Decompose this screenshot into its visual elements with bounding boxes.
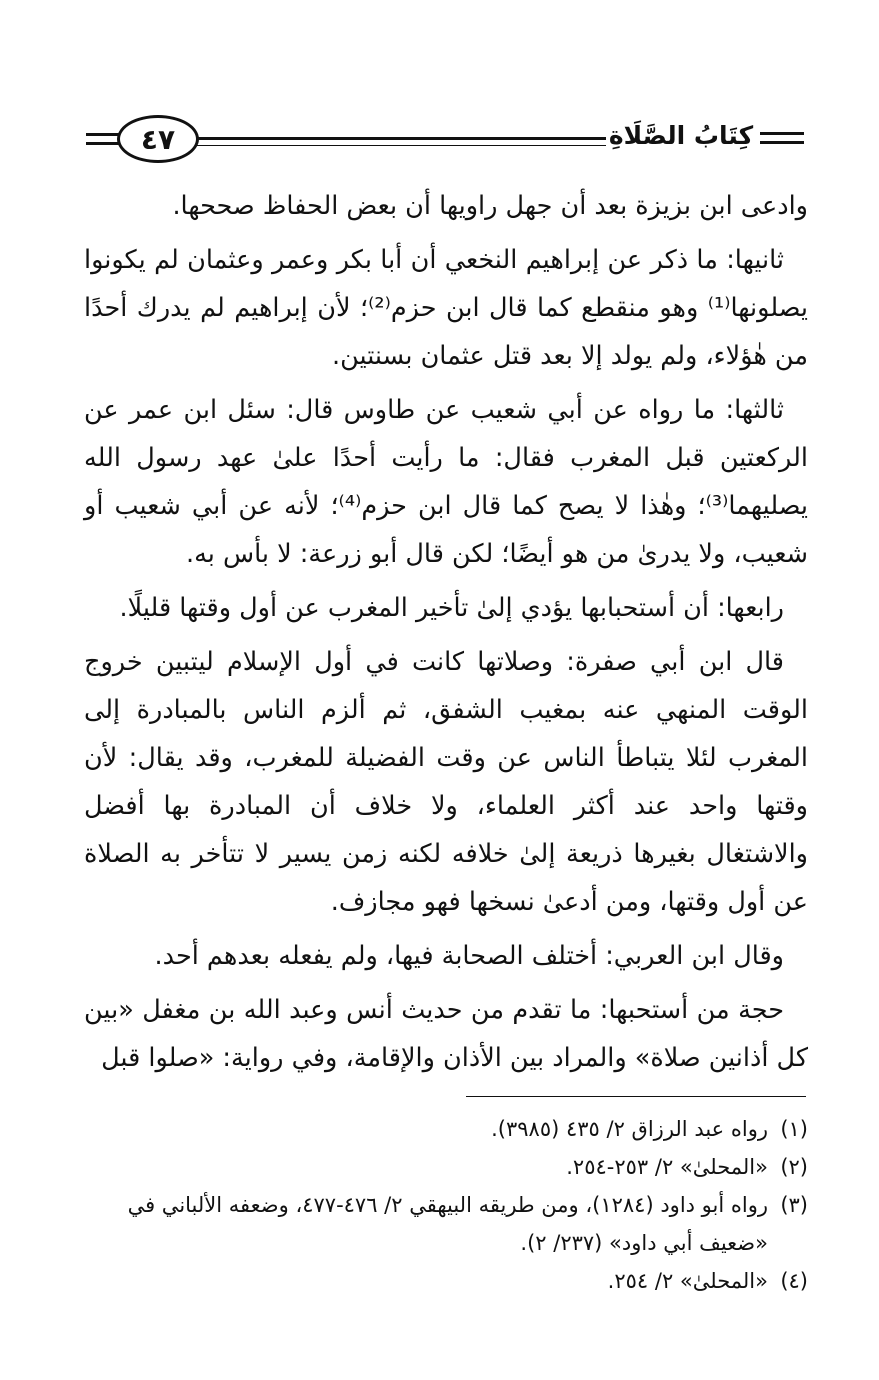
paragraph: ثانيها: ما ذكر عن إبراهيم النخعي أن أبا بكر وعمر وعثمان لم يكونوا يصلونها⁽¹⁾ وهو منقطع كما قال ابن حزم⁽²⁾؛ لأن إبراهيم لم يدرك أحدًا من هٰؤلاء، ولم يولد إلا بعد قتل عثمان بسنتين. bbox=[84, 245, 808, 371]
paragraph: رابعها: أن أستحبابها يؤدي إلىٰ تأخير المغرب عن أول وقتها قليلًا. bbox=[119, 593, 784, 623]
footnote-number: (٤) bbox=[780, 1269, 808, 1293]
footnote-number: (٣) bbox=[780, 1193, 808, 1217]
running-title: كِتَابُ الصَّلَاةِ bbox=[608, 121, 754, 150]
footnote-number: (٢) bbox=[780, 1155, 808, 1179]
header-ornament-upper bbox=[760, 132, 804, 135]
paragraph: حجة من أستحبها: ما تقدم من حديث أنس وعبد الله بن مغفل «بين كل أذانين صلاة» والمراد بين الأذان والإقامة، وفي رواية: «صلوا قبل bbox=[84, 995, 808, 1073]
paragraph: قال ابن أبي صفرة: وصلاتها كانت في أول الإسلام ليتبين خروج الوقت المنهي عنه بمغيب الشفق، ثم ألزم الناس بالمبادرة إلى المغرب لئلا يتباطأ الناس عن وقت الفضيلة للمغرب، وقد يقال: لأن وقتها واحد عند أكثر العلماء، ولا خلاف أن المبادرة بها أفضل والاشتغال بغيرها ذريعة إلىٰ خلافه لكنه زمن يسير لا تتأخر به الصلاة عن أول وقتها، ومن أدعىٰ نسخها فهو مجازف. bbox=[84, 647, 808, 917]
footnote-text: «المحلىٰ» ٢/ ٢٥٣-٢٥٤. bbox=[566, 1155, 768, 1179]
paragraph: وقال ابن العربي: أختلف الصحابة فيها، ولم يفعله بعدهم أحد. bbox=[154, 941, 784, 971]
paragraph: ثالثها: ما رواه عن أبي شعيب عن طاوس قال: سئل ابن عمر عن الركعتين قبل المغرب فقال: ما رأيت أحدًا علىٰ عهد رسول الله يصليهما⁽³⁾؛ وهٰذا لا يصح كما قال ابن حزم⁽⁴⁾؛ لأنه عن أبي شعيب أو شعيب، ولا يدرىٰ من هو أيضًا؛ لكن قال أبو زرعة: لا بأس به. bbox=[84, 395, 809, 569]
footnotes bbox=[84, 1110, 808, 1300]
footnote-text: «المحلىٰ» ٢/ ٢٥٤. bbox=[607, 1269, 768, 1293]
footnote-number: (١) bbox=[780, 1117, 808, 1141]
footnote bbox=[84, 1262, 808, 1300]
footnote bbox=[84, 1110, 808, 1148]
footnote-separator bbox=[466, 1096, 806, 1097]
footnote-text: رواه عبد الرزاق ٢/ ٤٣٥ (٣٩٨٥). bbox=[491, 1117, 768, 1141]
page-number: ٤٧ bbox=[117, 115, 199, 163]
paragraph: وادعى ابن بزيزة بعد أن جهل راويها أن بعض الحفاظ صححها. bbox=[172, 191, 808, 221]
footnote-text: رواه أبو داود (١٢٨٤)، ومن طريقه البيهقي ٢/ ٤٧٦-٤٧٧، وضعفه الألباني في «ضعيف أبي داود» (٢٣٧/ ٢). bbox=[127, 1193, 768, 1255]
footnote bbox=[84, 1186, 808, 1262]
footnote bbox=[84, 1148, 808, 1186]
header-rule-middle bbox=[196, 137, 606, 140]
header-rule-middle-thin bbox=[196, 145, 606, 146]
main-text bbox=[84, 182, 808, 1088]
header-ornament-lower bbox=[760, 141, 804, 144]
